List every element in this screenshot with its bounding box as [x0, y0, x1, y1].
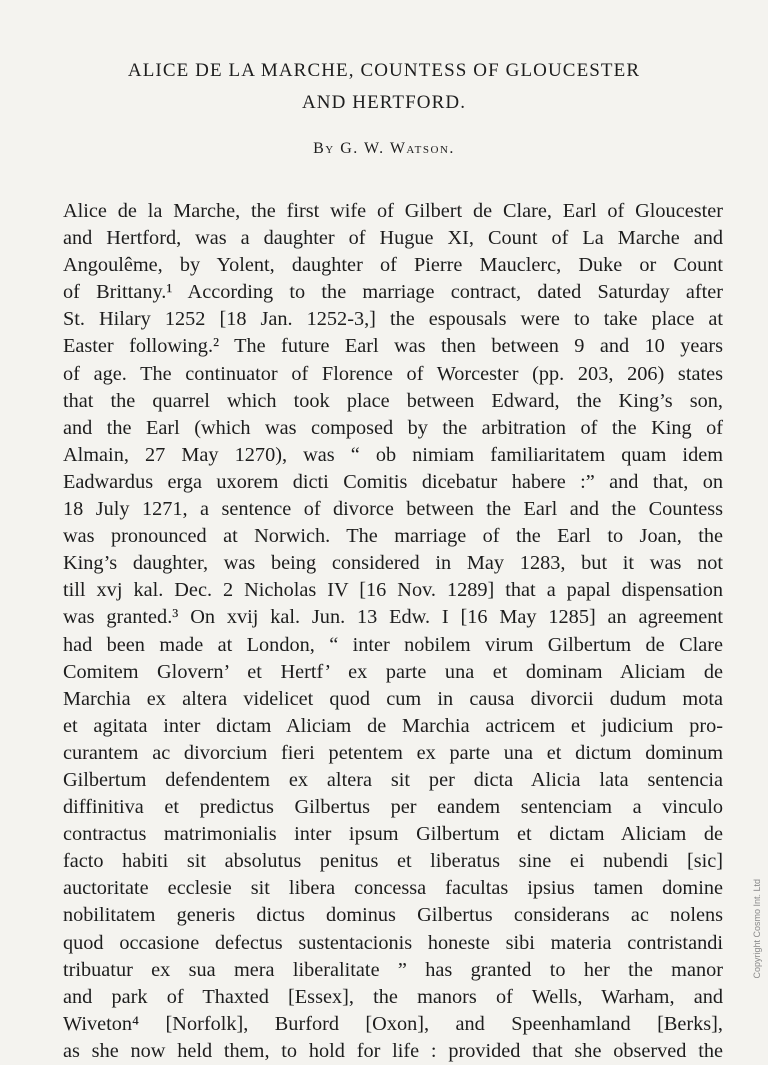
body-line: tribuatur ex sua mera liberalitate ” has granted to her the manor	[63, 958, 723, 981]
body-line: and Hertford, was a daughter of Hugue XI, Count of La Marche and	[63, 227, 723, 250]
body-line: that the quarrel which took place between Edward, the King’s son,	[63, 389, 723, 412]
author-byline: By G. W. Watson.	[313, 140, 455, 157]
body-line: Almain, 27 May 1270), was “ ob nimiam familiaritatem quam idem	[63, 443, 723, 466]
article-body	[63, 198, 723, 1065]
copyright-watermark: Copyright Cosmo Int. Ltd	[752, 879, 762, 979]
body-line: Gilbertum defendentem ex altera sit per dicta Alicia lata sentencia	[63, 768, 723, 791]
body-line: King’s daughter, was being considered in May 1283, but it was not	[63, 552, 723, 575]
body-line: Alice de la Marche, the first wife of Gilbert de Clare, Earl of Gloucester	[63, 200, 723, 222]
title-line-1: ALICE DE LA MARCHE, COUNTESS OF GLOUCESTER	[127, 60, 641, 81]
body-line: facto habiti sit absolutus penitus et liberatus sine ei nubendi [sic]	[63, 850, 723, 873]
body-line: Wiveton⁴ [Norfolk], Burford [Oxon], and Speenhamland [Berks],	[63, 1012, 723, 1035]
title-line-2: AND HERTFORD.	[301, 92, 467, 113]
body-line: St. Hilary 1252 [18 Jan. 1252-3,] the espousals were to take place at	[63, 308, 723, 331]
body-line: as she now held them, to hold for life : provided that she observed the	[63, 1039, 723, 1062]
body-line: had been made at London, “ inter nobilem virum Gilbertum de Clare	[63, 633, 723, 656]
body-line: auctoritate ecclesie sit libera concessa facultas ipsius tamen domine	[63, 877, 723, 900]
body-line: Marchia ex altera videlicet quod cum in causa divorcii dudum mota	[63, 687, 723, 710]
body-line: curantem ac divorcium fieri petentem ex parte una et dictum dominum	[63, 741, 723, 764]
body-line: 18 July 1271, a sentence of divorce between the Earl and the Countess	[63, 498, 723, 521]
body-line: et agitata inter dictam Aliciam de Marchia actricem et judicium pro-	[63, 714, 723, 737]
body-line: nobilitatem generis dictus dominus Gilbertus considerans ac nolens	[63, 904, 723, 927]
body-line: was granted.³ On xvij kal. Jun. 13 Edw. I [16 May 1285] an agreement	[63, 606, 723, 629]
body-line: contractus matrimonialis inter ipsum Gilbertum et dictam Aliciam de	[63, 823, 723, 846]
body-line: diffinitiva et predictus Gilbertus per eandem sentenciam a vinculo	[63, 796, 723, 819]
body-line: of age. The continuator of Florence of Worcester (pp. 203, 206) states	[63, 362, 723, 385]
body-line: Eadwardus erga uxorem dicti Comitis dicebatur habere :” and that, on	[63, 470, 723, 493]
body-line: of Brittany.¹ According to the marriage contract, dated Saturday after	[63, 281, 723, 304]
body-line: Easter following.² The future Earl was then between 9 and 10 years	[63, 335, 723, 358]
body-line: and the Earl (which was composed by the arbitration of the King of	[63, 416, 723, 439]
body-line: Comitem Glovern’ et Hertf’ ex parte una et dominam Aliciam de	[63, 660, 723, 683]
body-line: till xvj kal. Dec. 2 Nicholas IV [16 Nov. 1289] that a papal dispensation	[63, 579, 723, 602]
body-line: Angoulême, by Yolent, daughter of Pierre Mauclerc, Duke or Count	[63, 254, 723, 277]
body-line: and park of Thaxted [Essex], the manors of Wells, Warham, and	[63, 985, 723, 1008]
body-line: quod occasione defectus sustentacionis honeste sibi materia contristandi	[63, 931, 723, 954]
body-line: was pronounced at Norwich. The marriage of the Earl to Joan, the	[63, 525, 723, 548]
